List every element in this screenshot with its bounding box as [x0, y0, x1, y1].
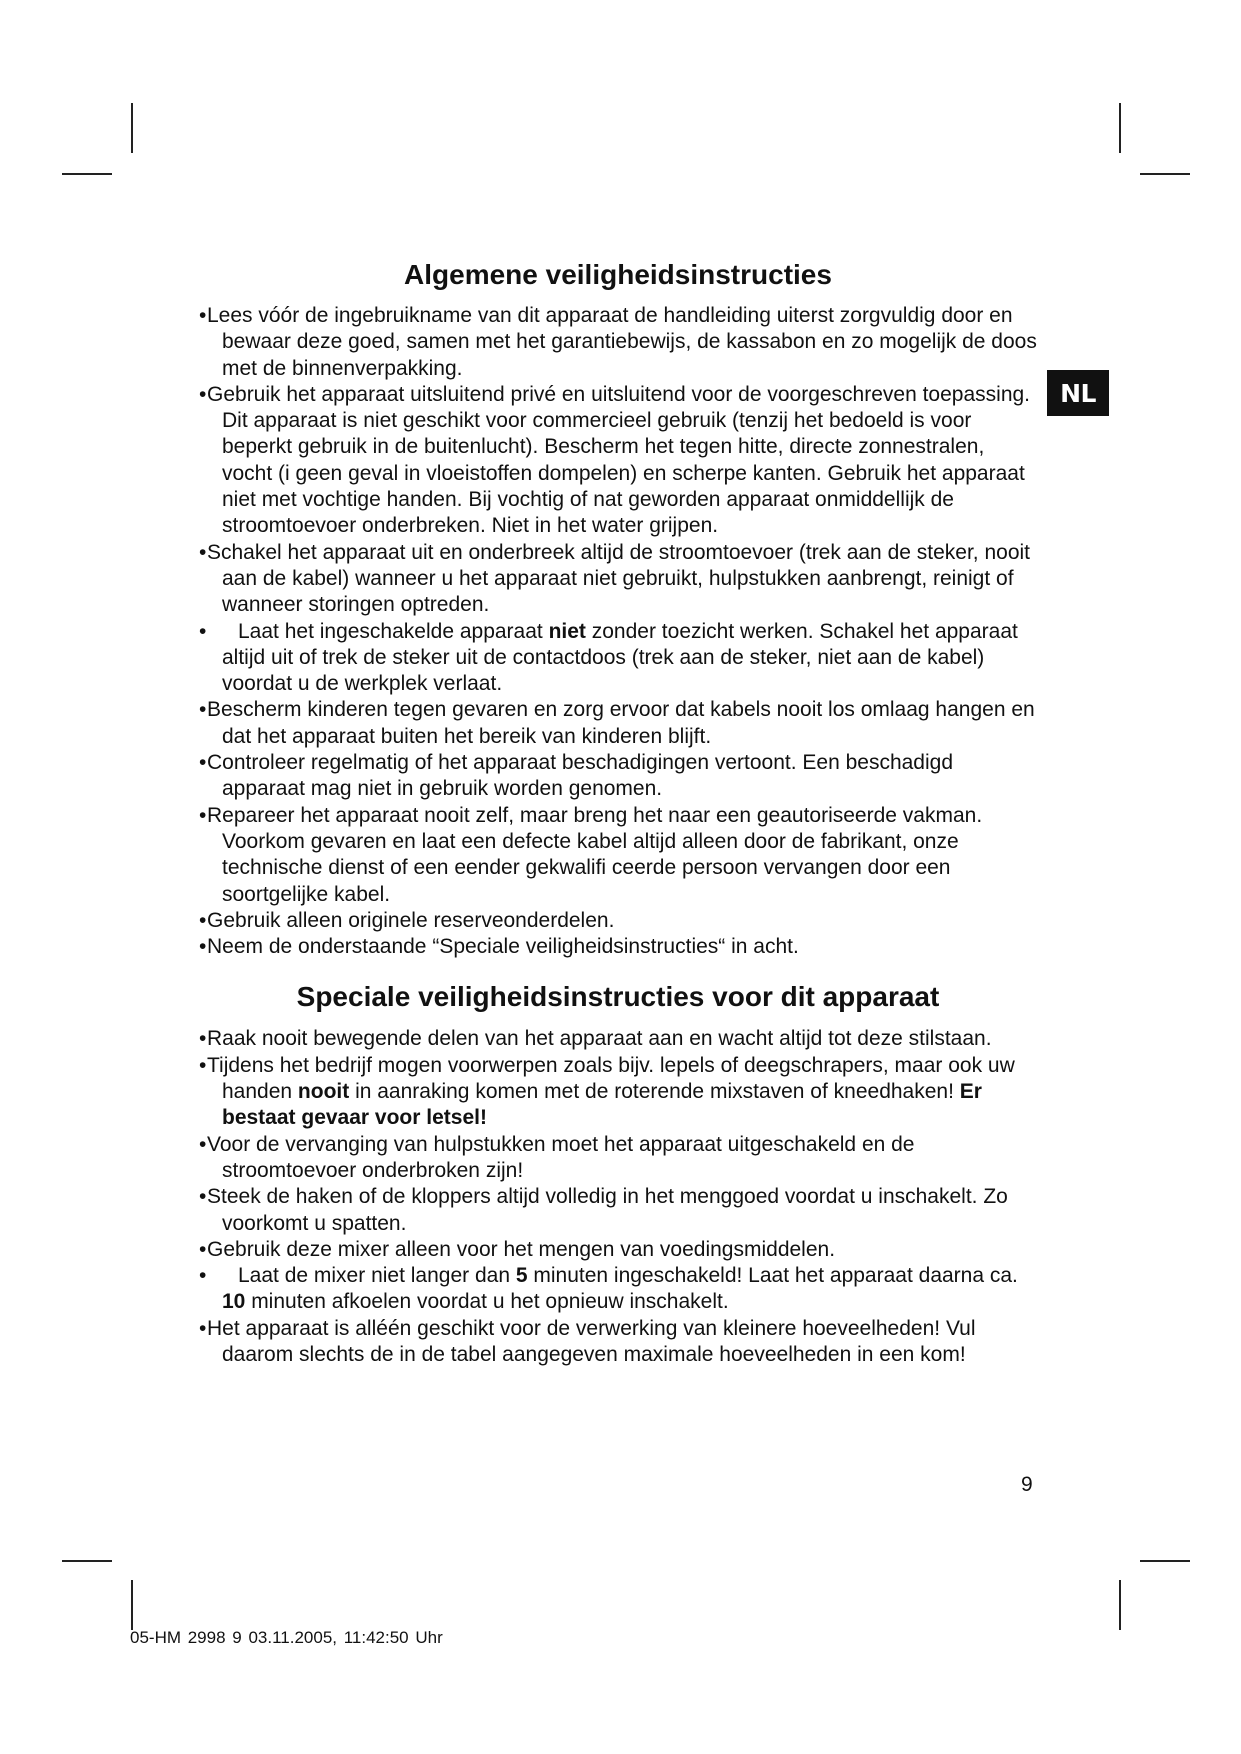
list-item: • Lees vóór de ingebruikname van dit apparaat de handleiding uiterst zorgvuldig door en bewaar deze goed, samen met het garantiebewijs, de kassabon en zo mogelijk de doos met de binnenverpakking.	[199, 304, 1037, 380]
crop-mark-top-left-horizontal	[62, 173, 112, 175]
list-item: • Voor de vervanging van hulpstukken moet het apparaat uitgeschakeld en de stroomtoevoer onderbroken zijn!	[199, 1132, 915, 1182]
list-item: • Steek de haken of de kloppers altijd volledig in het menggoed voordat u inschakelt. Zo voorkomt u spatten.	[199, 1185, 1008, 1235]
list-item: • Neem de onderstaande “Speciale veiligheidsinstructies“ in acht.	[199, 935, 799, 959]
page-number: 9	[1021, 1473, 1033, 1496]
general-safety-list	[199, 303, 1037, 960]
list-item: • Het apparaat is alléén geschikt voor de verwerking van kleinere hoeveelheden! Vul daarom slechts de in de tabel aangegeven maximale hoeveelheden in een kom!	[199, 1316, 976, 1366]
list-item: • Bescherm kinderen tegen gevaren en zorg ervoor dat kabels nooit los omlaag hangen en dat het apparaat buiten het bereik van kinderen blijft.	[199, 698, 1035, 748]
crop-mark-top-left-vertical	[131, 103, 133, 153]
print-footer: 05-HM 2998 9 03.11.2005, 11:42:50 Uhr	[130, 1628, 443, 1647]
special-safety-list	[199, 1026, 1037, 1368]
list-item: • Laat de mixer niet langer dan 5 minuten ingeschakeld! Laat het apparaat daarna ca. 10 minuten afkoelen voordat u het opnieuw inschakelt.	[199, 1264, 1018, 1314]
page-content	[199, 258, 1037, 1368]
list-item: • Gebruik het apparaat uitsluitend privé en uitsluitend voor de voorgeschreven toepassing. Dit apparaat is niet geschikt voor commercieel gebruik (tenzij het bedoeld is voor beperkt gebruik in de buitenlucht). Bescherm het tegen hitte, directe zonnestralen, vocht (i geen geval in vloeistoffen dompelen) en scherpe kanten. Gebruik het apparaat niet met vochtige handen. Bij vochtig of nat geworden apparaat onmiddellijk de stroomtoevoer onderbreken. Niet in het water grijpen.	[199, 382, 1031, 538]
crop-mark-top-right-horizontal	[1140, 173, 1190, 175]
section-special-safety-title: Speciale veiligheidsinstructies voor dit apparaat	[296, 981, 940, 1013]
list-item: • Schakel het apparaat uit en onderbreek altijd de stroomtoevoer (trek aan de steker, nooit aan de kabel) wanneer u het apparaat niet gebruikt, hulpstukken aanbrengt, reinigt of wanneer storingen optreden.	[199, 540, 1030, 617]
language-badge: NL	[1047, 370, 1109, 416]
crop-mark-bottom-left-horizontal	[62, 1560, 112, 1562]
list-item: • Controleer regelmatig of het apparaat beschadigingen vertoont. Een beschadigd apparaat mag niet in gebruik worden genomen.	[199, 751, 954, 801]
list-item: • Gebruik alleen originele reserveonderdelen.	[199, 908, 615, 932]
crop-mark-top-right-vertical	[1119, 103, 1121, 153]
crop-mark-bottom-right-horizontal	[1140, 1560, 1190, 1562]
list-item: • Laat het ingeschakelde apparaat niet zonder toezicht werken. Schakel het apparaat altijd uit of trek de steker uit de contactdoos (trek aan de steker, niet aan de kabel) voordat u de werkplek verlaat.	[199, 619, 1018, 696]
list-item: • Tijdens het bedrijf mogen voorwerpen zoals bijv. lepels of deegschrapers, maar ook uw handen nooit in aanraking komen met de roterende mixstaven of kneedhaken! Er bestaat gevaar voor letsel!	[199, 1053, 1015, 1130]
list-item: • Gebruik deze mixer alleen voor het mengen van voedingsmiddelen.	[199, 1237, 836, 1261]
crop-mark-bottom-left-vertical	[131, 1580, 133, 1630]
section-general-safety-title: Algemene veiligheidsinstructies	[404, 259, 832, 290]
crop-mark-bottom-right-vertical	[1119, 1580, 1121, 1630]
list-item: • Raak nooit bewegende delen van het apparaat aan en wacht altijd tot deze stilstaan.	[199, 1027, 992, 1051]
list-item: • Repareer het apparaat nooit zelf, maar breng het naar een geautoriseerde vakman. Voorkom gevaren en laat een defecte kabel altijd alleen door de fabrikant, onze technische dienst of een eender gekwalifi ceerde persoon vervangen door een soortgelijke kabel.	[199, 803, 983, 906]
